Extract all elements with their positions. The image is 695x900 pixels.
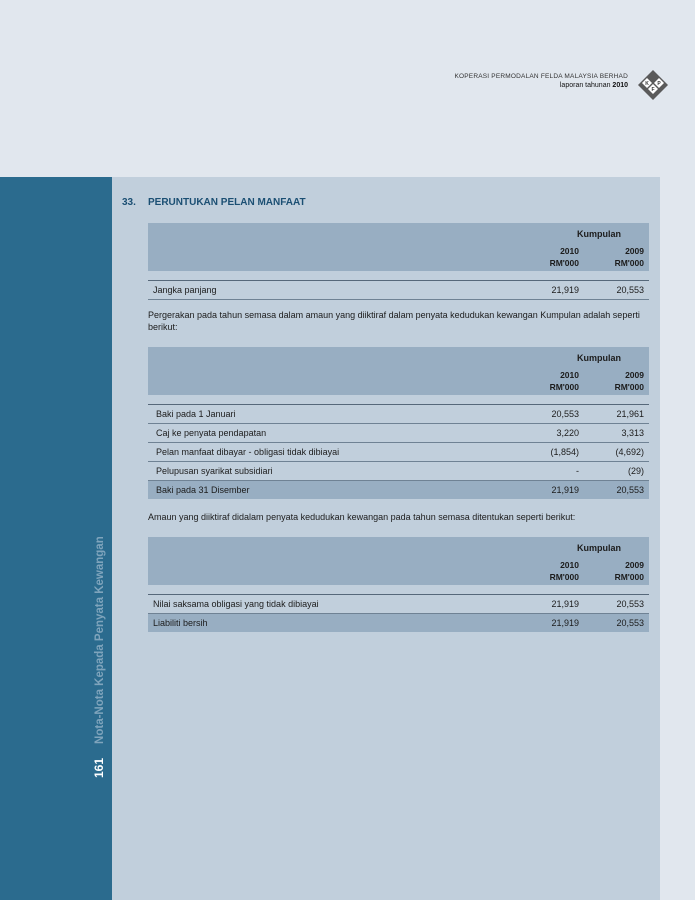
table-row-total: Liabiliti bersih 21,919 20,553: [148, 614, 649, 632]
table-row: Pelan manfaat dibayar - obligasi tidak dibiayai (1,854) (4,692): [148, 443, 649, 462]
section-name: Nota-Nota Kepada Penyata Kewangan: [94, 536, 106, 744]
note-number: 33.: [122, 197, 136, 208]
logo-letter: P: [657, 81, 661, 87]
group-label: Kumpulan: [577, 353, 621, 363]
table-long-term: [148, 223, 649, 300]
report-header: [454, 73, 628, 89]
col-2010: 2010 RM'000: [549, 246, 579, 268]
organization-name: KOPERASI PERMODALAN FELDA MALAYSIA BERHAD: [454, 73, 628, 80]
sidebar-label: [92, 536, 106, 778]
note-heading: PERUNTUKAN PELAN MANFAAT: [148, 197, 306, 208]
paragraph-movement: Pergerakan pada tahun semasa dalam amaun yang diiktiraf dalam penyata kedudukan kewangan Kumpulan adalah seperti berikut:: [148, 310, 640, 332]
note-title: [122, 197, 306, 208]
col-2009: 2009 RM'000: [614, 246, 644, 268]
logo-letter: F: [651, 87, 655, 93]
kpf-logo-icon: [635, 70, 671, 100]
table-row: Jangka panjang 21,919 20,553: [148, 281, 649, 300]
table-row: Baki pada 1 Januari 20,553 21,961: [148, 405, 649, 424]
table-header: [148, 223, 649, 271]
table-recognised: [148, 537, 649, 632]
table-row: Pelupusan syarikat subsidiari - (29): [148, 462, 649, 481]
col-2009: 2009 RM'000: [614, 370, 644, 392]
logo-letter: K: [645, 81, 649, 87]
table-row: Nilai saksama obligasi yang tidak dibiayai 21,919 20,553: [148, 595, 649, 614]
col-2010: 2010 RM'000: [549, 370, 579, 392]
table-header: [148, 537, 649, 585]
group-label: Kumpulan: [577, 229, 621, 239]
page-number: 161: [92, 757, 106, 778]
report-title: laporan tahunan 2010: [559, 82, 628, 89]
col-2010: 2010 RM'000: [549, 560, 579, 582]
table-header: [148, 347, 649, 395]
table-row-total: Baki pada 31 Disember 21,919 20,553: [148, 481, 649, 499]
col-2009: 2009 RM'000: [614, 560, 644, 582]
paragraph-recognised: Amaun yang diiktiraf didalam penyata kedudukan kewangan pada tahun semasa ditentukan seperti berikut:: [148, 512, 576, 522]
group-label: Kumpulan: [577, 543, 621, 553]
table-row: Caj ke penyata pendapatan 3,220 3,313: [148, 424, 649, 443]
table-movement: [148, 347, 649, 499]
